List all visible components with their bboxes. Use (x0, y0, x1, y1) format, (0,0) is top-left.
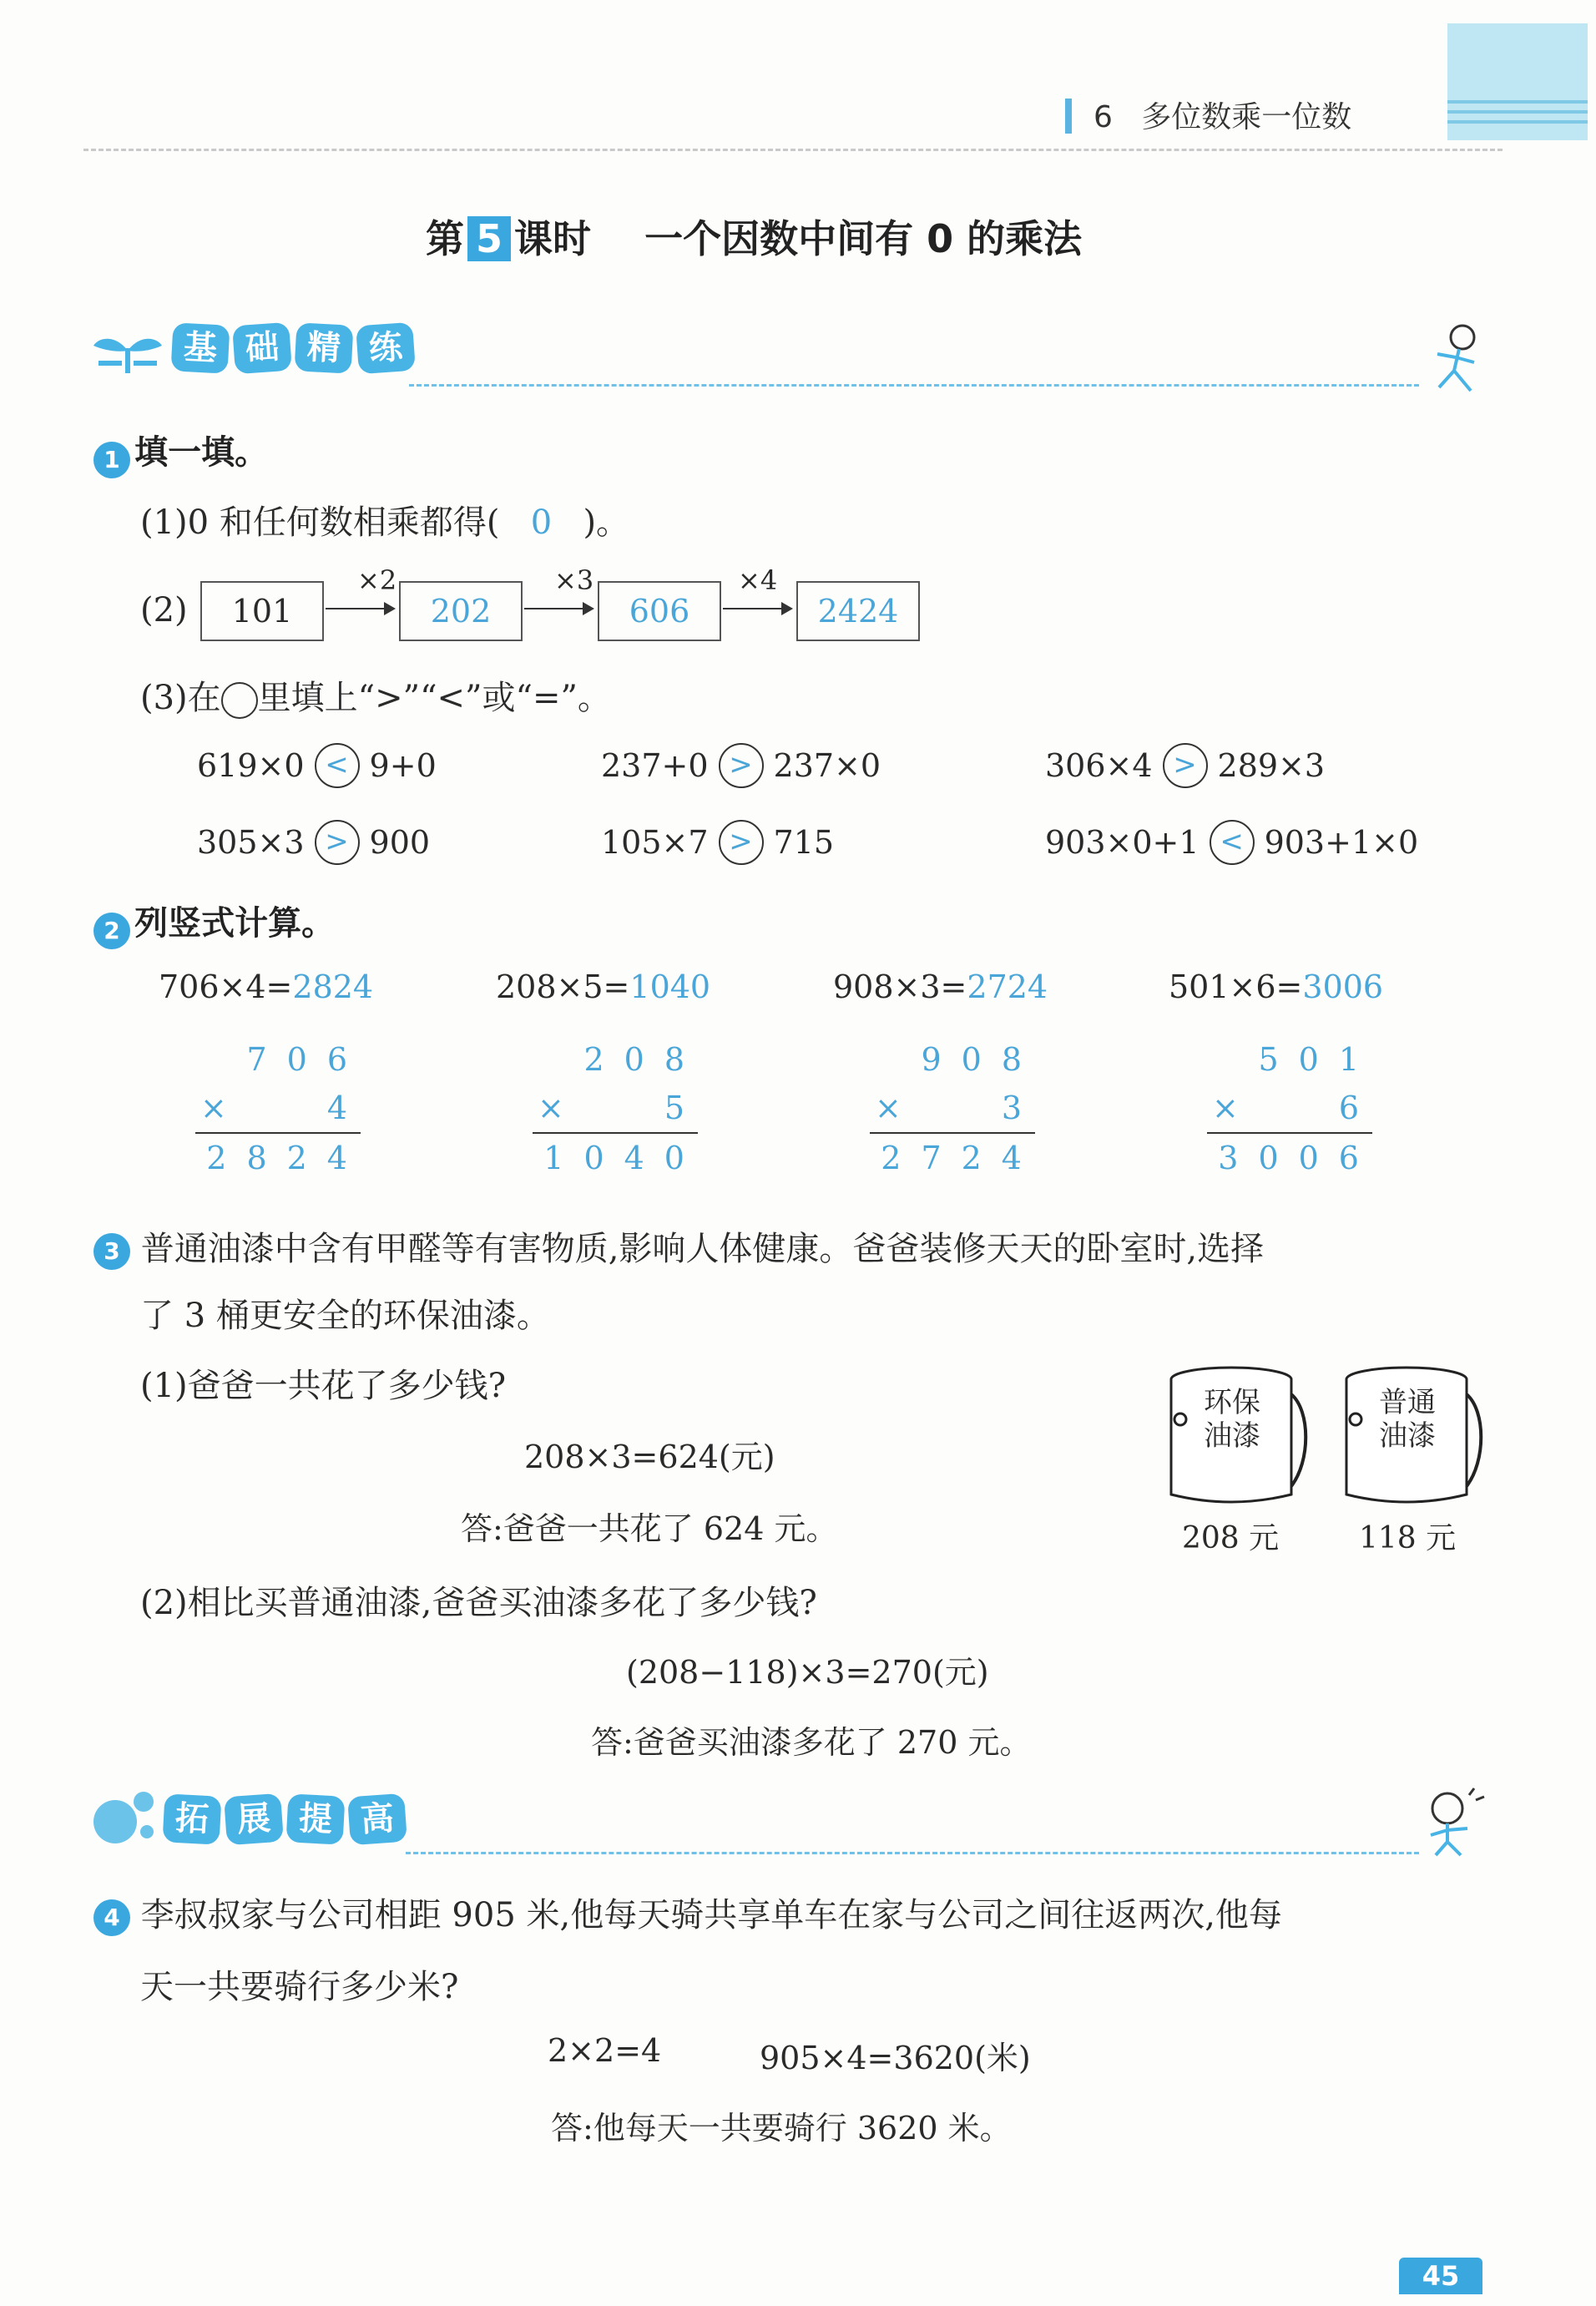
times-sign: × (200, 1090, 247, 1126)
corner-stripes (1447, 100, 1588, 130)
comparison-right: 237×0 (773, 747, 881, 784)
q2-expr-answer: 2724 (967, 968, 1048, 1005)
vertical-result: 1040 (543, 1140, 705, 1176)
banner-char: 精 (295, 322, 354, 373)
comparison-item (1045, 820, 1418, 865)
banner-char: 提 (286, 1793, 346, 1844)
times-sign: × (538, 1090, 584, 1126)
bucket-label-line1: 普通 (1379, 1386, 1436, 1419)
comparison-sign: < (315, 743, 360, 788)
q1-part1-close: )。 (583, 503, 630, 542)
q2-expr-text: 501×6= (1169, 968, 1303, 1005)
comparison-sign: < (1210, 820, 1255, 865)
q3-sub1-answer: 答:爸爸一共花了 624 元。 (461, 1510, 838, 1547)
q2-expression (1169, 968, 1383, 1005)
bucket-price: 208 元 (1182, 1521, 1280, 1555)
q3-sub2-answer: 答:爸爸买油漆多花了 270 元。 (591, 1724, 1032, 1761)
q2-expr-text: 908×3= (833, 968, 967, 1005)
thinking-kid-icon (1414, 1783, 1489, 1862)
q4-calc1: 2×2=4 (548, 2032, 662, 2069)
q1-part3 (140, 671, 611, 719)
comparison-right: 903+1×0 (1264, 824, 1419, 861)
comparison-left: 903×0+1 (1045, 824, 1200, 861)
chapter-title: 多位数乘一位数 (1141, 100, 1352, 134)
bucket-label-line2: 油漆 (1379, 1419, 1436, 1453)
chain-arrow (524, 608, 593, 609)
q2-expr-answer: 1040 (629, 968, 711, 1005)
lesson-suffix: 课时 (514, 216, 592, 261)
page-number: 45 (1399, 2258, 1482, 2294)
question-3-line1 (93, 1222, 1264, 1270)
comparison-right: 900 (369, 824, 431, 861)
q3-sub2-calc: (208−118)×3=270(元) (626, 1654, 989, 1691)
comparison-item (1045, 743, 1325, 788)
banner-char: 拓 (163, 1793, 222, 1844)
vertical-multiplier: 5 (664, 1090, 705, 1126)
vertical-multiplier: 6 (1338, 1090, 1379, 1126)
lesson-prefix: 第 (426, 216, 464, 261)
q4-calc2: 905×4=3620(米) (760, 2040, 1031, 2076)
paint-bucket-regular (1336, 1361, 1486, 1515)
chapter-header (1093, 94, 1351, 136)
question-title: 列竖式计算。 (134, 904, 336, 943)
section-banner-extension (164, 1795, 411, 1843)
q4-text: 李叔叔家与公司相距 905 米,他每天骑共享单车在家与公司之间往返两次,他每 (140, 1896, 1282, 1934)
vertical-calculation (1212, 1035, 1379, 1182)
banner-char: 展 (224, 1793, 284, 1846)
lesson-name: 一个因数中间有 0 的乘法 (644, 216, 1083, 261)
times-sign: × (875, 1090, 922, 1126)
q2-expr-answer: 2824 (292, 968, 374, 1005)
vertical-top: 208 (583, 1041, 705, 1078)
banner-char: 础 (232, 322, 292, 375)
comparison-sign: > (719, 820, 764, 865)
chain-answer-box: 606 (598, 581, 721, 641)
comparison-left: 619×0 (197, 747, 305, 784)
q2-expr-answer: 3006 (1302, 968, 1384, 1005)
header-divider (83, 149, 1503, 151)
circle-icon (221, 682, 258, 719)
comparison-sign: > (1163, 743, 1208, 788)
question-title: 填一填。 (134, 433, 269, 472)
comparison-item (601, 820, 834, 865)
chain-op: ×2 (357, 564, 397, 596)
q4-text-line2: 天一共要骑行多少米? (140, 1968, 459, 2006)
comparison-item (197, 820, 430, 865)
q3-sub2: (2)相比买普通油漆,爸爸买油漆多花了多少钱? (140, 1584, 817, 1622)
q1-part3-text-a: (3)在 (140, 679, 221, 717)
comparison-sign: > (315, 820, 360, 865)
chain-answer-box: 2424 (796, 581, 920, 641)
q1-part1 (140, 496, 629, 544)
question-number: 3 (93, 1233, 130, 1270)
section-banner-basic (172, 324, 419, 372)
question-2-heading (93, 897, 335, 949)
q2-expr-text: 706×4= (159, 968, 293, 1005)
q1-part1-answer: 0 (530, 503, 553, 542)
chain-answer-box: 202 (399, 581, 523, 641)
vertical-top: 908 (921, 1041, 1042, 1078)
comparison-left: 237+0 (601, 747, 709, 784)
q2-expr-text: 208×5= (496, 968, 630, 1005)
chain-arrow (326, 608, 394, 609)
question-1-heading (93, 426, 268, 478)
banner-char: 练 (356, 322, 416, 375)
vertical-calculation (875, 1035, 1042, 1182)
vertical-calculation (538, 1035, 705, 1182)
comparison-left: 105×7 (601, 824, 709, 861)
vertical-calculation (200, 1035, 367, 1182)
comparison-left: 305×3 (197, 824, 305, 861)
lesson-number: 5 (467, 216, 511, 261)
sprout-icon (90, 327, 165, 381)
header-bar (1065, 99, 1072, 134)
bucket-label-line2: 油漆 (1204, 1419, 1260, 1453)
vertical-result: 2824 (206, 1140, 367, 1176)
vertical-multiplier: 4 (326, 1090, 367, 1126)
comparison-item (601, 743, 881, 788)
q4-answer: 答:他每天一共要骑行 3620 米。 (551, 2110, 1012, 2147)
comparison-item (197, 743, 437, 788)
banner-char: 高 (347, 1793, 407, 1846)
q2-expression (159, 968, 373, 1005)
comparison-left: 306×4 (1045, 747, 1153, 784)
q3-text-line2: 了 3 桶更安全的环保油漆。 (140, 1297, 550, 1335)
q1-part1-text: (1)0 和任何数相乘都得( (140, 503, 500, 542)
q1-part2-label: (2) (140, 591, 188, 630)
vertical-result: 3006 (1218, 1140, 1379, 1176)
comparison-sign: > (719, 743, 764, 788)
bucket-label (1157, 1386, 1307, 1453)
vertical-multiplier: 3 (1001, 1090, 1042, 1126)
bubbles-icon (88, 1782, 164, 1852)
comparison-right: 289×3 (1217, 747, 1326, 784)
chapter-number: 6 (1093, 100, 1113, 134)
chain-start-box: 101 (200, 581, 324, 641)
section-divider (406, 1852, 1419, 1854)
comparison-right: 715 (773, 824, 835, 861)
bucket-label-line1: 环保 (1204, 1386, 1260, 1419)
vertical-top: 706 (246, 1041, 367, 1078)
paint-bucket-eco (1160, 1361, 1311, 1515)
q1-part3-text-b: 里填上“>”“<”或“=”。 (257, 679, 611, 717)
chain-op: ×3 (554, 564, 594, 596)
bucket-label (1332, 1386, 1482, 1453)
banner-char: 基 (171, 322, 230, 373)
comparison-right: 9+0 (369, 747, 437, 784)
section-divider (409, 384, 1419, 387)
question-number: 4 (93, 1899, 130, 1936)
running-kid-icon (1426, 321, 1492, 399)
vertical-top: 501 (1258, 1041, 1379, 1078)
q3-sub1: (1)爸爸一共花了多少钱? (140, 1367, 507, 1405)
q2-expression (496, 968, 710, 1005)
question-number: 2 (93, 913, 130, 949)
times-sign: × (1212, 1090, 1259, 1126)
vertical-result: 2724 (881, 1140, 1042, 1176)
bucket-price: 118 元 (1359, 1521, 1457, 1555)
chain-arrow (723, 608, 791, 609)
q3-sub1-calc: 208×3=624(元) (524, 1439, 775, 1475)
lesson-title (426, 209, 1082, 264)
q3-text: 普通油漆中含有甲醛等有害物质,影响人体健康。爸爸装修天天的卧室时,选择 (140, 1230, 1265, 1268)
chain-op: ×4 (738, 564, 778, 596)
question-4-line1 (93, 1889, 1282, 1936)
q2-expression (833, 968, 1048, 1005)
question-number: 1 (93, 442, 130, 478)
